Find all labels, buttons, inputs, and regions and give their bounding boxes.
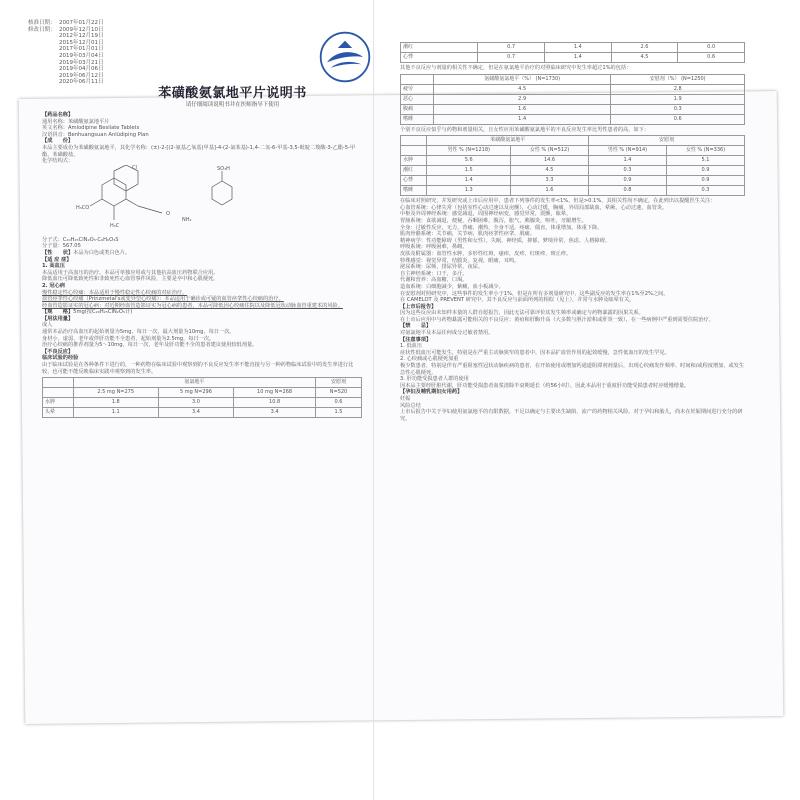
molecular-formula: 分子式：C₂₀H₂₅ClN₂O₅·C₆H₆O₃S bbox=[42, 236, 119, 243]
page-fold bbox=[373, 0, 374, 800]
table-cell: 4.5 bbox=[511, 166, 589, 176]
paragraph: 泌尿系统：尿频，排尿异常，夜尿。 bbox=[400, 264, 484, 271]
revision-date-row bbox=[28, 66, 148, 73]
table-cell: 1.1 bbox=[73, 408, 158, 418]
adverse-heading: 【不良反应】 bbox=[42, 348, 74, 355]
paragraph: 对氨氯地平及本品任何成分过敏者禁用。 bbox=[400, 330, 494, 337]
paragraph: 妊娠 bbox=[400, 396, 411, 402]
table-cell: 恶心 bbox=[401, 94, 434, 104]
table-cell: 1.4 bbox=[589, 156, 667, 166]
section-heading: 【孕妇及哺乳期妇女用药】 bbox=[400, 389, 463, 396]
revision-date-value: 2007年01月22日 bbox=[59, 20, 104, 26]
paragraph: 在上市后应用中与药物暴露可能相关的不良反应：黄疸和肝酶升高（大多数与胆汁淤积或肝炎一致），在一些病例中严重到需要住院治疗。 bbox=[400, 316, 714, 323]
ingredients-text: 本品主要成份为苯磺酸氨氯地平，其化学名称：(±)-2-[(2-氨基乙氧基)甲基]-4-(2-氯苯基)-1,4-二氢-6-甲基-3,5-吡啶二羧酸-3-乙酯-5-甲酯，苯磺酸盐。 bbox=[42, 144, 356, 158]
table-cell: 腹痛 bbox=[401, 104, 434, 114]
table-cell: 水肿 bbox=[43, 398, 74, 408]
indication-item: 慢性稳定性心绞痛：本品适用于慢性稳定性心绞痛的对症治疗。 bbox=[42, 289, 188, 296]
table-cell: 3.0 bbox=[158, 398, 233, 408]
company-logo bbox=[318, 30, 372, 84]
paragraph: 极少数患者，特别是伴有严重阻塞性冠状动脉疾病的患者，在开始使用或增加钙通道阻滞剂剂量后，出现心绞痛发作频率、时间和/或程度增加，或发生急性心肌梗死。 bbox=[400, 363, 745, 376]
left-column bbox=[42, 112, 362, 420]
revision-date-value: 2012年12月19日 bbox=[59, 33, 104, 40]
table-row bbox=[401, 94, 745, 104]
note-text: 个别不良反应似乎与药物和剂量相关，且女性应用苯磺酸氨氯地平的不良反应发生率比男性患者的高，如下： bbox=[400, 126, 650, 133]
paragraph: 肌肉骨骼系统：关节痛，关节病，肌肉痉挛性痉挛，肌痛。 bbox=[400, 231, 535, 238]
dosage-heading: 【用法用量】 bbox=[42, 315, 74, 322]
revision-date-value: 2015年12月01日 bbox=[59, 39, 104, 46]
table-cell: 5.1 bbox=[666, 156, 744, 166]
adverse-table-gender bbox=[400, 135, 745, 196]
paragraph: 皮肤及附属器：血管性水肿，多形性红斑，瘙痒，皮疹，红斑疹，斑丘疹。 bbox=[400, 250, 572, 257]
revision-date-label bbox=[28, 46, 56, 53]
indications-heading: 【适 应 症】 bbox=[42, 256, 72, 263]
table-cell: 嗜睡 bbox=[401, 186, 427, 196]
drug-name-line: 通用名称：苯磺酸氨氯地平片 bbox=[42, 118, 110, 125]
paragraph: 代谢和营养：高血糖，口渴。 bbox=[400, 277, 468, 284]
paragraph: 造血系统：白细胞减少，紫癜，血小板减少。 bbox=[400, 283, 504, 290]
table-cell: 1.6 bbox=[433, 104, 610, 114]
table-header: 安慰剂（%） (N=1250) bbox=[611, 74, 745, 84]
svg-text:O: O bbox=[166, 210, 170, 217]
paragraph: 在安慰剂对照研究中，这些事件的发生率小于1%，但是在所有多剂量研究中，这些副反应的发生率在1%至2%之间。 bbox=[400, 290, 669, 297]
paragraph: 症状性低血压可能发生，特别是在严重主动脉狭窄的患者中。因本品扩血管作用的起效缓慢，急性低血压的发生罕见。 bbox=[400, 349, 670, 356]
revision-date-label: 核准日期： bbox=[28, 20, 56, 26]
table-cell: 1.3 bbox=[427, 186, 511, 196]
table-cell: 0.3 bbox=[666, 186, 744, 196]
property-heading: 【性 状】 bbox=[42, 249, 74, 256]
table-cell: 10.8 bbox=[234, 398, 316, 408]
drug-name-line: 英文名称：Amlodipine Besilate Tablets bbox=[42, 125, 140, 132]
svg-text:Cl: Cl bbox=[132, 164, 137, 171]
table-cell: 头晕 bbox=[43, 408, 74, 418]
table-cell: 1.5 bbox=[427, 166, 511, 176]
table-header: 5 mg N=296 bbox=[158, 388, 233, 398]
table-row bbox=[401, 186, 745, 196]
section-heading: 【上市后报告】 bbox=[400, 303, 437, 310]
paragraph: 在临床对照研究，并发研究或上市后应用中，患者下列事件的发生率<1%，但是>0.1%，其相关性尚不确定，在此列出以提醒医生关注： bbox=[400, 198, 716, 205]
table-row bbox=[401, 156, 745, 166]
table-cell: 14.6 bbox=[511, 156, 589, 166]
dosage-line: 身材小、虚弱、老年或伴肝功能不全患者，起始剂量为2.5mg，每日一次。 bbox=[42, 335, 215, 342]
paragraph: 2. 心绞痛或心肌梗死加重 bbox=[400, 356, 459, 363]
revision-date-label bbox=[28, 79, 56, 86]
table-cell: 水肿 bbox=[401, 156, 427, 166]
paragraph: 精神病学：性功能障碍（男性和女性），失眠，神经质，抑郁，梦境异常，焦虑，人格障碍。 bbox=[400, 237, 611, 244]
table-cell: 1.8 bbox=[73, 398, 158, 408]
table-cell: 3.4 bbox=[234, 408, 316, 418]
indication-item: 2. 冠心病 bbox=[42, 282, 65, 289]
table-row bbox=[401, 166, 745, 176]
table-cell: 3.4 bbox=[158, 408, 233, 418]
svg-text:H₃C: H₃C bbox=[110, 222, 120, 229]
revision-date-value: 2020年06月11日 bbox=[59, 79, 104, 86]
paragraph: 3. 肝功能受损患者人群的使用 bbox=[400, 376, 469, 383]
table-cell: 2.6 bbox=[611, 43, 678, 53]
revision-date-value: 2019年03月04日 bbox=[59, 52, 104, 59]
right-text-block bbox=[400, 198, 745, 422]
indication-item: 血管痉挛性心绞痛（Prinzmetal's或变异型心绞痛）：本品适用于确诊或可疑的血管痉挛性心绞痛的治疗。 bbox=[42, 296, 284, 303]
paragraph: 上市后报告中关于孕妇使用氨氯地平的有限数据，不足以确定与主要出生缺陷、流产的药物相关风险。对于孕妇和胎儿，尚未在妊娠期间进行充分的研究。 bbox=[400, 409, 743, 422]
table-cell: 4.5 bbox=[433, 84, 610, 94]
table-row bbox=[401, 84, 745, 94]
table-header: 苯磺酸氨氯地平 bbox=[427, 136, 589, 146]
spec-heading: 【规 格】 bbox=[42, 309, 74, 316]
table-row bbox=[401, 114, 745, 124]
section-heading: 【注意事项】 bbox=[400, 336, 432, 343]
revision-date-row bbox=[28, 46, 148, 53]
table-cell: 2.8 bbox=[611, 84, 745, 94]
table-cell: 4.5 bbox=[611, 53, 678, 63]
table-cell: 0.6 bbox=[316, 398, 362, 408]
adverse-text: 由于临床试验是在各种条件下进行的，一种药物在临床试验中观察到的不良反应发生率不能直接与另一种药物临床试验中的发生率进行比较，也可能不能反映临床实践中观察到的发生率。 bbox=[42, 362, 354, 375]
table-cell: 疲劳 bbox=[401, 84, 434, 94]
ingredients-heading: 【成 份】 bbox=[42, 138, 74, 145]
table-cell: 心悸 bbox=[401, 53, 478, 63]
table-cell: 1.6 bbox=[511, 186, 589, 196]
table-row bbox=[401, 104, 745, 114]
indication-item: 降低血压可降低致死性和非致死性心血管事件风险，主要是卒中和心肌梗死。 bbox=[42, 276, 219, 283]
table-cell: 1.5 bbox=[316, 408, 362, 418]
dosage-line: 通常本品治疗高血压的起始剂量为5mg，每日一次，最大剂量为10mg，每日一次。 bbox=[42, 329, 235, 336]
table-cell: 1.9 bbox=[611, 94, 745, 104]
paragraph: 心血管系统：心律失常（包括室性心动过速以及房颤），心动过缓，胸痛，外周局部缺血，晕厥，心动过速，血管炎。 bbox=[400, 204, 668, 211]
table-cell: 0.7 bbox=[478, 43, 545, 53]
table-header bbox=[401, 74, 434, 84]
revision-date-row bbox=[28, 33, 148, 40]
table-row bbox=[43, 408, 362, 418]
revision-date-value: 2019年06月12日 bbox=[59, 72, 104, 79]
revision-date-row bbox=[28, 53, 148, 60]
paragraph: 中枢及外周神经系统：感觉减退，周围神经病变，感觉异常，震颤，眩晕。 bbox=[400, 211, 572, 218]
revision-dates bbox=[28, 20, 148, 86]
paragraph: 1. 低血压 bbox=[400, 343, 423, 350]
table-header: 2.5 mg N=275 bbox=[73, 388, 158, 398]
adverse-table-continued bbox=[400, 42, 745, 63]
paragraph: 呼吸系统：呼吸困难，鼻衄。 bbox=[400, 244, 468, 251]
revision-date-label bbox=[28, 60, 56, 67]
paragraph: 因为这些反应由未知样本量的人群自愿报告，因此无法可靠评价其发生频率或确定与药物暴露的因果关系。 bbox=[400, 310, 644, 317]
table-cell: 0.9 bbox=[666, 176, 744, 186]
revision-date-label bbox=[28, 53, 56, 60]
right-column bbox=[400, 40, 745, 422]
revision-date-value: 2019年03月21日 bbox=[59, 59, 104, 66]
adverse-table-common bbox=[400, 74, 745, 125]
section-heading: 【禁 忌】 bbox=[400, 323, 432, 330]
paragraph: 胃肠系统：食欲减退，便秘，吞咽困难，腹泻，胀气，胰腺炎，呕吐，牙龈增生。 bbox=[400, 217, 587, 224]
revision-date-label bbox=[28, 66, 56, 73]
table-header: 10 mg N=268 bbox=[234, 388, 316, 398]
table-cell: 3.3 bbox=[511, 176, 589, 186]
table-row bbox=[401, 176, 745, 186]
adverse-table-dose bbox=[42, 377, 362, 418]
table-cell: 嗜睡 bbox=[401, 114, 434, 124]
table-cell: 1.4 bbox=[544, 43, 611, 53]
revision-date-label bbox=[28, 73, 56, 80]
molecular-weight: 分子量：567.05 bbox=[42, 243, 81, 250]
indication-item: 本品适用于高血压的治疗。本品可单独应用或与其他抗高血压药物联合应用。 bbox=[42, 269, 219, 276]
table-cell: 0.6 bbox=[678, 53, 745, 63]
table-header: 氨氯地平 bbox=[73, 378, 315, 388]
table-header: 安慰剂 bbox=[316, 378, 362, 388]
table-header: 氨磺酸氨氯地平（%） (N=1730) bbox=[433, 74, 610, 84]
table-header: 安慰剂 bbox=[589, 136, 745, 146]
document-subtitle: 请仔细阅读说明书并在医师指导下使用 bbox=[185, 102, 280, 108]
revision-date-row bbox=[28, 20, 148, 27]
table-row bbox=[401, 53, 745, 63]
table-cell: 0.3 bbox=[611, 104, 745, 114]
table-row bbox=[401, 43, 745, 53]
adverse-sub: 临床试验的经验 bbox=[42, 355, 79, 362]
table-cell: 1.4 bbox=[544, 53, 611, 63]
table-row bbox=[43, 398, 362, 408]
document-title: 苯磺酸氨氯地平片说明书 bbox=[158, 86, 307, 101]
table-cell: 潮红 bbox=[401, 43, 478, 53]
paragraph: 风险总结 bbox=[400, 402, 421, 409]
table-cell: 1.4 bbox=[433, 114, 610, 124]
revision-date-value: 2019年04月06日 bbox=[59, 66, 104, 73]
table-cell: 0.3 bbox=[589, 166, 667, 176]
table-cell: 潮红 bbox=[401, 166, 427, 176]
table-cell: 0.7 bbox=[478, 53, 545, 63]
table-cell: 0.0 bbox=[678, 43, 745, 53]
table-cell: 0.8 bbox=[589, 186, 667, 196]
table-header: N=520 bbox=[316, 388, 362, 398]
drug-name-line: 汉语拼音：Benhuangsuan Anlüdiping Pian bbox=[42, 131, 149, 138]
revision-date-value: 2009年12月10日 bbox=[59, 26, 104, 33]
spec-text: 5mg(按C₂₀H₂₅ClN₂O₅计) bbox=[73, 309, 133, 316]
table-cell: 1.4 bbox=[427, 176, 511, 186]
drug-name-heading: 【药品名称】 bbox=[42, 112, 74, 118]
table-header: 女性 % (N=336) bbox=[666, 146, 744, 156]
dosage-line: 成人 bbox=[42, 322, 53, 329]
revision-date-value: 2017年01月01日 bbox=[59, 46, 104, 53]
structure-label: 化学结构式： bbox=[42, 158, 74, 165]
table-cell: 5.6 bbox=[427, 156, 511, 166]
paragraph: 自主神经系统：口干，多汗。 bbox=[400, 270, 468, 277]
revision-date-label: 修改日期： bbox=[28, 26, 56, 33]
revision-date-label bbox=[28, 33, 56, 40]
table-cell: 0.6 bbox=[611, 114, 745, 124]
svg-text:H₃CO: H₃CO bbox=[76, 204, 90, 211]
table-header: 女性 % (N=512) bbox=[511, 146, 589, 156]
table-cell: 0.9 bbox=[666, 166, 744, 176]
paragraph: 全身：过敏性反应，无力，背痛，潮热，全身不适，疼痛，僵直，体重增加，体重下降。 bbox=[400, 224, 603, 231]
table-cell: 0.9 bbox=[589, 176, 667, 186]
dosage-line: 治疗心绞痛的推荐剂量为5～10mg，每日一次，老年及肝功能不全的患者建议使用较低剂量。 bbox=[42, 342, 258, 349]
chemical-structure bbox=[42, 165, 362, 237]
table-cell: 心悸 bbox=[401, 176, 427, 186]
paragraph: 在 CAMELOT 及 PREVENT 研究中，其不良反应与前面所列的相似（见上），并常与水肿及眩晕有关。 bbox=[400, 297, 635, 304]
svg-text:SO₃H: SO₃H bbox=[217, 165, 230, 172]
paragraph: 特殊感觉：视觉异常，结膜炎，复视，眼痛，耳鸣。 bbox=[400, 257, 520, 264]
structure-diagram bbox=[62, 165, 262, 235]
indication-item: 1. 高血压 bbox=[42, 263, 65, 270]
table-header: 男性 % (N=1218) bbox=[427, 146, 511, 156]
table-header: 男性 % (N=914) bbox=[589, 146, 667, 156]
property-text: 本品为白色或类白色片。 bbox=[73, 249, 131, 256]
paragraph: 因本品主要经肝脏代谢，肝功能受损患者血浆清除半衰期延长（约56小时），因此本品用于重度肝功能受损患者时应缓慢增量。 bbox=[400, 382, 690, 389]
note-text: 其他不良反应与剂量的相关性不确定，但是在氨氯地平治疗的对照临床研究中发生率超过1%的包括： bbox=[400, 65, 632, 71]
svg-text:NH₂: NH₂ bbox=[182, 216, 192, 223]
indication-item: 经血管造影证实的冠心病：对近期经血管造影证实为冠心病的患者，本品可降低因心绞痛住院以及降低冠状动脉血管重建术的风险。 bbox=[42, 302, 343, 309]
table-cell: 2.9 bbox=[433, 94, 610, 104]
revision-date-label bbox=[28, 40, 56, 47]
